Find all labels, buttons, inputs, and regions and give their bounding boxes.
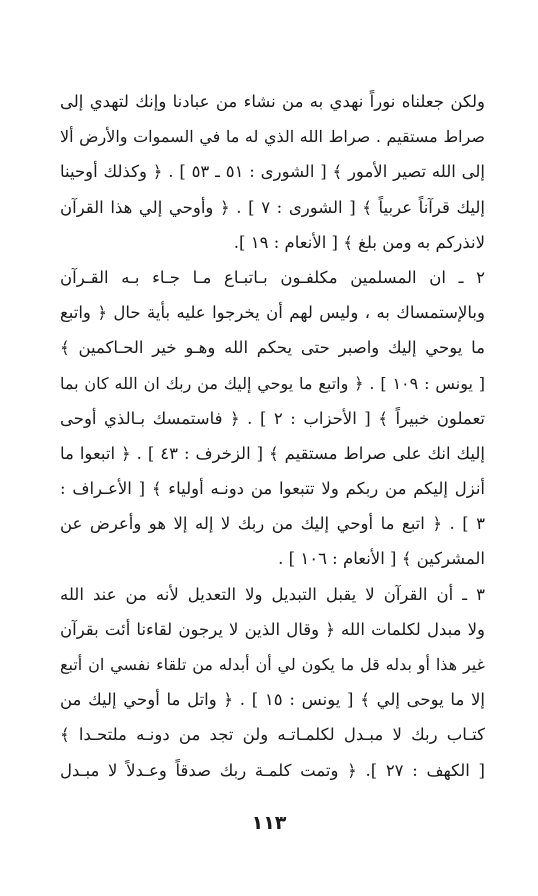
text-line: ولا مبدل لكلمات الله ﴿ وقال الذين لا يرجون لقاءنا أئت بقرآن [60, 619, 485, 639]
text-line: غير هذا أو بدله قل ما يكون لي أن أبدله من تلقاء نفسي ان أتبع [60, 655, 485, 674]
text-line: تعملون خبيراً ﴾ [ الأحزاب : ٢ ] . ﴿ فاستمسك بـالذي أوحى [60, 408, 485, 428]
text-line: وبالإستمساك به ، وليس لهم أن يخرجوا عليه بأية حال ﴿ واتبع [60, 303, 485, 323]
text-line: [ الكهف : ٢٧ ]. ﴿ وتمت كلمـة ربك صدقاً وعـدلاً لا مبـدل [60, 760, 485, 780]
text-line: المشركين ﴾ [ الأنعام : ١٠٦ ] . [278, 549, 485, 569]
text-line: إليك انك على صراط مستقيم ﴾ [ الزخرف : ٤٣ ] . ﴿ اتبعوا ما [60, 443, 485, 463]
text-line: ٢ ـ ان المسلمين مكلفـون بـاتبـاع مـا جـاء بـه القـرآن [60, 267, 485, 287]
text-line: لانذركم به ومن بلغ ﴾ [ الأنعام : ١٩ ]. [233, 232, 485, 252]
text-line: إليك قرآناً عربياً ﴾ [ الشورى : ٧ ] . ﴿ وأوحي إلي هذا القرآن [60, 197, 485, 217]
text-line: أنزل إليكم من ربكم ولا تتبعوا من دونـه أولياء ﴾ [ الأعـراف : [60, 479, 485, 499]
page-body-text [60, 84, 485, 788]
text-line: إلا ما يوحى إلي ﴾ [ يونس : ١٥ ] . ﴿ واتل ما أوحي إليك من [60, 690, 485, 710]
text-line: ما يوحي إليك واصبر حتى يحكم الله وهـو خير الحـاكمين ﴾ [60, 338, 485, 358]
text-line: صراط مستقيم . صراط الله الذي له ما في السموات والأرض ألا [60, 127, 485, 147]
text-line: إلى الله تصير الأمور ﴾ [ الشورى : ٥١ ـ ٥٣ ] . ﴿ وكذلك أوحينا [60, 162, 485, 182]
text-line: [ يونس : ١٠٩ ] . ﴿ واتبع ما يوحي إليك من ربك ان الله كان بما [60, 373, 485, 393]
text-line: كتـاب ربك لا مبـدل لكلمـاتـه ولن تجد من دونـه ملتحـدا ﴾ [60, 725, 485, 745]
page-number: ١١٣ [251, 812, 287, 834]
text-line: ٣ ـ أن القرآن لا يقبل التبديل ولا التعديل لأنه من عند الله [60, 584, 485, 604]
text-line: ٣ ] . ﴿ اتبع ما أوحي إليك من ربك لا إله إلا هو وأعرض عن [60, 514, 485, 534]
text-line: ولكن جعلناه نوراً نهدي به من نشاء من عبادنا وإنك لتهدي إلى [60, 92, 485, 111]
